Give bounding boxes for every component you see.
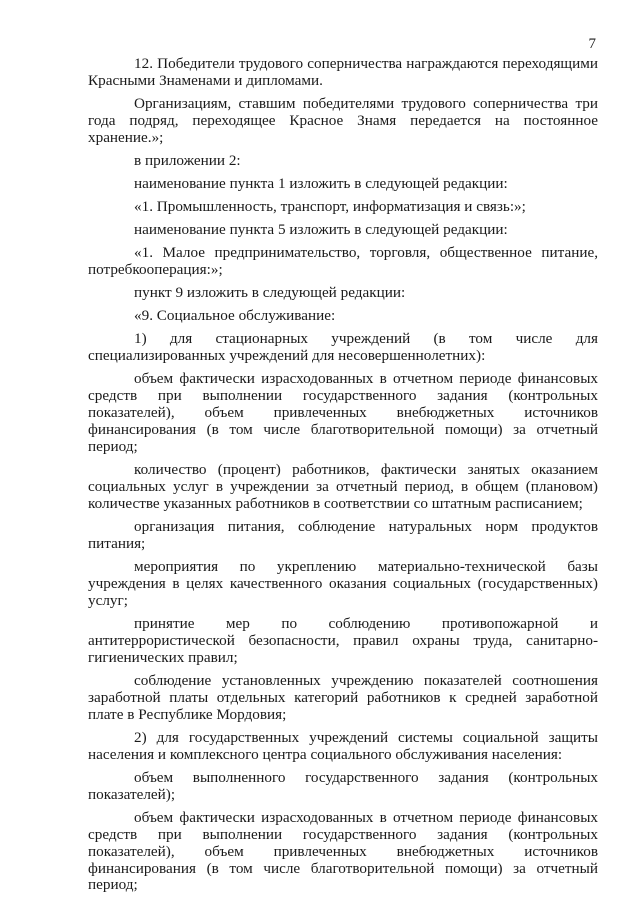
paragraph: 12. Победители трудового соперничества награждаются переходящими Красными Знаменами и дипломами. xyxy=(88,55,598,89)
paragraph: принятие мер по соблюдению противопожарной и антитеррористической безопасности, правил охраны труда, санитарно-гигиенических правил; xyxy=(88,615,598,666)
page-number: 7 xyxy=(588,36,596,52)
paragraph: «1. Малое предпринимательство, торговля, общественное питание, потребкооперация:»; xyxy=(88,244,598,279)
paragraph: 2) для государственных учреждений системы социальной защиты населения и комплексного центра социального обслуживания населения: xyxy=(88,728,598,763)
paragraph: Организациям, ставшим победителями трудового соперничества три года подряд, переходящее Красное Знамя передается на постоянное хранение.»; xyxy=(88,95,598,146)
paragraph: количество (процент) работников, фактически занятых оказанием социальных услуг в учреждении за отчетный период, в общем (плановом) количестве указанных работников в соответствии со штатным расписанием; xyxy=(88,461,598,512)
paragraph: мероприятия по укреплению материально-технической базы учреждения в целях качественного оказания социальных (государственных) услуг; xyxy=(88,558,598,609)
paragraph: «1. Промышленность, транспорт, информатизация и связь:»; xyxy=(134,198,526,216)
paragraph: наименование пункта 5 изложить в следующей редакции: xyxy=(134,221,508,239)
paragraph: «9. Социальное обслуживание: xyxy=(134,307,336,325)
paragraph: в приложении 2: xyxy=(134,151,241,169)
paragraph: организация питания, соблюдение натуральных норм продуктов питания; xyxy=(88,518,598,552)
paragraph: пункт 9 изложить в следующей редакции: xyxy=(134,284,406,302)
paragraph: соблюдение установленных учреждению показателей соотношения заработной платы отдельных категорий работников к средней заработной плате в Республике Мордовия; xyxy=(88,671,598,723)
paragraph: 1) для стационарных учреждений (в том числе для специализированных учреждений для несовершеннолетних): xyxy=(88,330,598,365)
document-body xyxy=(88,56,598,901)
paragraph: объем выполненного государственного задания (контрольных показателей); xyxy=(88,768,598,803)
paragraph: объем фактически израсходованных в отчетном периоде финансовых средств при выполнении государственного задания (контрольных показателей), объем привлеченных внебюджетных источников финансирования (в том числе благотворительной помощи) за отчетный период; xyxy=(88,370,598,456)
paragraph: наименование пункта 1 изложить в следующей редакции: xyxy=(134,175,508,192)
paragraph: объем фактически израсходованных в отчетном периоде финансовых средств при выполнении государственного задания (контрольных показателей), объем привлеченных внебюджетных источников финансирования (в том числе благотворительной помощи) за отчетный период; xyxy=(88,808,598,894)
